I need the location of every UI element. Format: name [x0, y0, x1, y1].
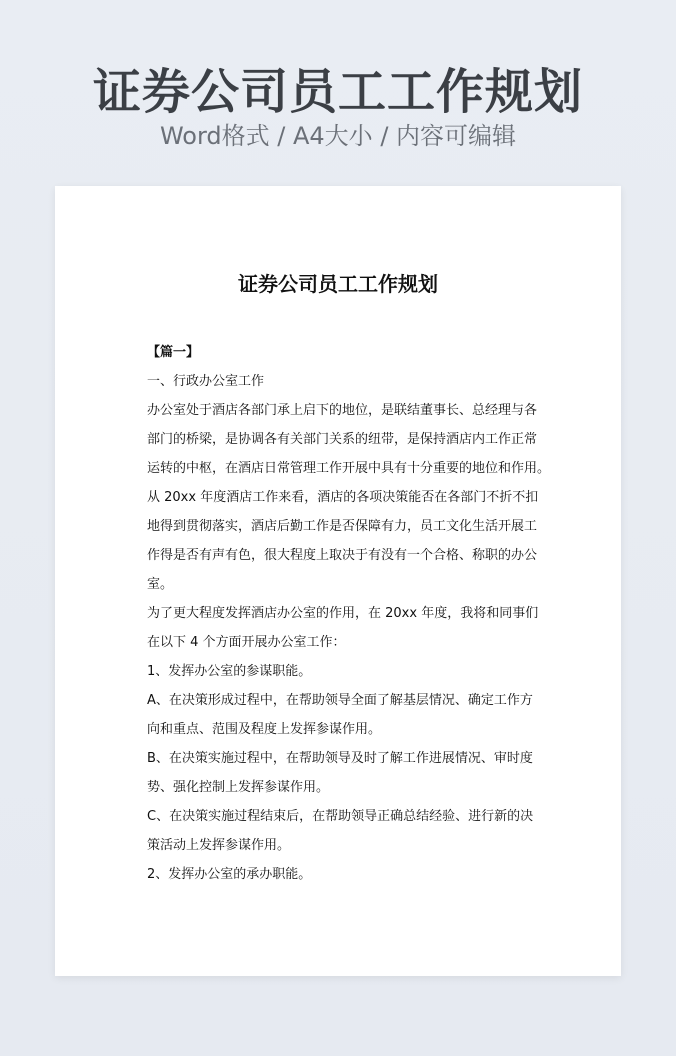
paragraph-line: 为了更大程度发挥酒店办公室的作用，在 20xx 年度，我将和同事们: [147, 606, 539, 621]
paragraph-line: 从 20xx 年度酒店工作来看，酒店的各项决策能否在各部门不折不扣: [147, 490, 539, 505]
paragraph-line: 室。: [147, 577, 174, 592]
banner-title: 证券公司员工工作规划: [92, 64, 583, 120]
banner: [0, 0, 676, 180]
paragraph-line: 办公室处于酒店各部门承上启下的地位，是联结董事长、总经理与各: [147, 403, 538, 418]
list-item: 2、发挥办公室的承办职能。: [147, 867, 312, 882]
heading-admin-office: 一、行政办公室工作: [147, 374, 265, 389]
paragraph-line: 地得到贯彻落实，酒店后勤工作是否保障有力，员工文化生活开展工: [147, 519, 538, 534]
paragraph-line: 部门的桥梁，是协调各有关部门关系的纽带，是保持酒店内工作正常: [147, 432, 538, 447]
paragraph-line: 在以下 4 个方面开展办公室工作：: [147, 635, 346, 650]
paragraph-line: 运转的中枢，在酒店日常管理工作开展中具有十分重要的地位和作用。: [147, 461, 551, 476]
list-item: A、在决策形成过程中，在帮助领导全面了解基层情况、确定工作方: [147, 693, 533, 708]
document-body: [147, 338, 551, 889]
list-item: B、在决策实施过程中，在帮助领导及时了解工作进展情况、审时度: [147, 751, 533, 766]
list-item: C、在决策实施过程结束后，在帮助领导正确总结经验、进行新的决: [147, 809, 534, 824]
list-item: 1、发挥办公室的参谋职能。: [147, 664, 312, 679]
document-title: 证券公司员工工作规划: [238, 272, 438, 296]
list-item: 势、强化控制上发挥参谋作用。: [147, 780, 330, 795]
paragraph-line: 作得是否有声有色，很大程度上取决于有没有一个合格、称职的办公: [147, 548, 538, 563]
banner-subtitle: Word格式 / A4大小 / 内容可编辑: [159, 122, 517, 150]
list-item: 策活动上发挥参谋作用。: [147, 838, 291, 853]
list-item: 向和重点、范围及程度上发挥参谋作用。: [147, 722, 382, 737]
section-label: 【篇一】: [147, 345, 200, 360]
